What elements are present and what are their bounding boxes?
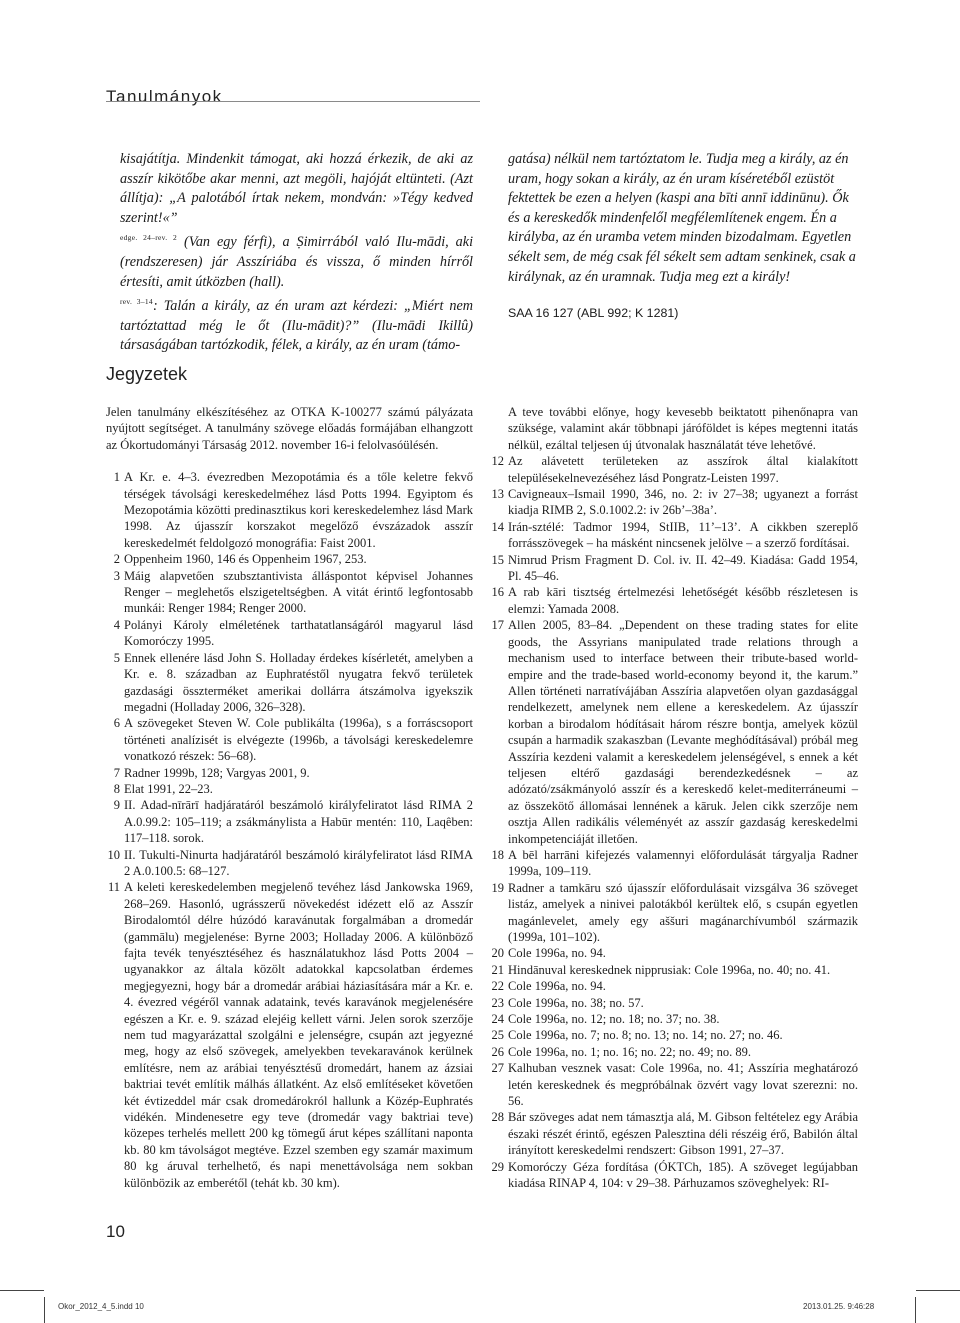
footnote — [490, 584, 858, 617]
notes-list-left — [106, 469, 473, 1191]
footnote — [490, 1011, 858, 1027]
footnote-text: A bēl harrāni kifejezés valamennyi előfordulását tárgyalja Radner 1999a, 109–119. — [508, 847, 858, 879]
footnote-text: Radner 1999b, 128; Vargyas 2001, 9. — [124, 765, 310, 780]
footnote-number: 22 — [491, 979, 504, 994]
footnote — [106, 469, 473, 551]
footnote-text: A Kr. e. 4–3. évezredben Mezopotámia és a tőle keletre fekvő térségek távolsági kereskedelméhez lásd Potts 1994. Egyiptom és Mezopotámia közötti predinasztikus kori kereskedelemhez lásd Mark 1998. Az újasszír korszakot megelőző évszázadok asszír kereskedelmét feldolgozó monográfia: Faist 2001. — [124, 470, 473, 550]
footnote-number: 17 — [491, 618, 504, 633]
footnote-number: 13 — [491, 487, 504, 502]
notes-intro: Jelen tanulmány elkészítéséhez az OTKA K-100277 számú pályázata nyújtott segítséget. A tanulmány szövege előadás formájában elhangzott az Ókortudományi Társaság 2012. november 16-i felolvasóülésén. — [106, 405, 473, 452]
footnote-number: 9 — [113, 798, 120, 813]
footnote-number: 6 — [113, 716, 120, 731]
line-marker-rev: rev. 3–14 — [120, 297, 153, 307]
footnote-number: 23 — [491, 995, 504, 1010]
footnote-text: Oppenheim 1960, 146 és Oppenheim 1967, 253. — [124, 552, 367, 567]
notes-list-right — [490, 453, 858, 1191]
footnote-number: 19 — [491, 880, 504, 895]
footnote — [106, 879, 473, 1191]
footnote-number: 1 — [113, 470, 120, 485]
footnote-number: 28 — [491, 1110, 504, 1125]
footnote-number: 29 — [491, 1159, 504, 1174]
footnote-text: Allen 2005, 83–84. „Dependent on these trading states for elite goods, the Assyrians manipulated trade relations through a mechanism used to interface between their tribute-based world-empire and the trade-based world-economy beyond it, the karum.” Allen történeti narratívájában Asszíria alapvetően olyan gazdasággal rendelkezett, amelynek nem ellene a kereskedelem. Az újasszír korban a birodalom hódításait három részre bontja, amelyek közül csupán a harmadik szakaszban (Levante meghódításával) próbál meg Asszíria kezdeni valamit a kereskedelem jelenségével, s ennek a két teljesen eltérő gazdasági berendezkedésnek – az adózató/zsákmányoló asszír és a kereskedő kelet-mediterráneumi – az összekötő állomásai lennének a kāruk. Jelen cikk szerzője nem osztja Allen radikális véleményét az asszír gazdaság kereskedelmi inkompetenciáját illetően. — [508, 618, 858, 846]
footnote — [490, 847, 858, 880]
footnote-number: 27 — [491, 1061, 504, 1076]
text-paragraph-3 — [120, 292, 473, 356]
line-marker-edge: edge. 24–rev. 2 — [120, 233, 178, 243]
running-header: Tanulmányok — [106, 87, 223, 106]
footnote-text: Cole 1996a, no. 1; no. 16; no. 22; no. 49; no. 89. — [508, 1044, 752, 1059]
footnote-number: 15 — [491, 552, 504, 567]
footnote-text: Cavigneaux–Ismail 1990, 346, no. 2: iv 27–38; ugyanezt a forrást kiadja RIMB 2, S.0.1002.2: iv 26b’–38a’. — [508, 487, 858, 518]
footnote — [106, 847, 473, 880]
footnote-text: Bár szöveges adat nem támasztja alá, M. Gibson feltételez egy Arábia északi részét érintő, egészen Palesztina déli részéig érő, Babilón által irányított kereskedelmi rendszert: Gibson 1991, 27–37. — [508, 1110, 858, 1158]
footnote — [490, 1044, 858, 1060]
header-rule — [106, 101, 480, 102]
footnote-text: Cole 1996a, no. 7; no. 8; no. 13; no. 14; no. 27; no. 46. — [508, 1028, 783, 1043]
footnote — [106, 765, 473, 781]
crop-mark — [915, 1297, 916, 1323]
section-title: Jegyzetek — [106, 364, 188, 384]
footnote — [490, 880, 858, 946]
footer-datetime: 2013.01.25. 9:46:28 — [803, 1302, 875, 1311]
text-paragraph-2-body: (Van egy férfi), a Ṣimirrából való Ilu-mādi, aki (rendszeresen) jár Asszíriába és vissza, ő minden hírről értesíti, amit útközben (hall). — [120, 234, 474, 290]
footnote — [490, 1027, 858, 1043]
footnote — [106, 617, 473, 650]
footnote-text: Cole 1996a, no. 38; no. 57. — [508, 995, 644, 1010]
notes-column-left — [106, 404, 473, 1191]
footnote — [490, 617, 858, 847]
footnote-text: A keleti kereskedelemben megjelenő tevéhez lásd Jankowska 1969, 268–269. Hasonló, ugrásszerű növekedést idézett elő az Asszír Birodalomtól délre húzódó karavánutak forgalmában a dromedár (gammālu) megjelenése: Byrne 2003; Holladay 2006. A különböző fajta tevék tenyésztéséhez és használatukhoz lásd Potts 2004 – ugyanakkor az általa közölt adatokkal kapcsolatban érdemes megjegyezni, hogy bár a dromedár arábiai háziasítására már a Kr. e. 4. évezred végéről vannak adataink, tevés karavánok megjelenésére egészen a Kr. e. 9. század elejéig kellett várni. Jelen sorok szerzője nem tud magyarázattal szolgálni e jelenségre, csupán azt jegyezné meg, hogy az első szövegek, amelyekben tevekaravánok kerülnek említésre, nem az arábiai tenyésztésű dromedárt, hanem az ázsiai baktriai tevét említik málhás állatként. Az első említéseket követően két évtizeddel már csak dromedárokról hallunk a Közép-Euphratés vidékén. Mindenesetre egy teve (dromedár vagy baktriai teve) közepes terhelés mellett 200 kg tömegű árut képes szállítani naponta kb. 80 km távolságot megtéve. Ezzel szemben egy szamár maximum 80 kg áruval terhelhető, és napi menettávolsága nem sokban különbözik az emberétől (tehát kb. 30 km). — [124, 880, 473, 1190]
footnote-text: II. Tukulti-Ninurta hadjáratáról beszámoló királyfeliratot lásd RIMA 2 A.0.100.5: 68–127. — [124, 847, 473, 878]
footnote-text: Kalhuban vesznek vasat: Cole 1996a, no. 41; Asszíria meghatározó letén kereskednek és megpróbálnak özvért vagy lovat szerezni: no. 56. — [508, 1061, 858, 1109]
crop-mark — [916, 1290, 960, 1291]
footnote-text: Elat 1991, 22–23. — [124, 781, 213, 796]
footnote-number: 8 — [113, 781, 120, 796]
footnote-text: Nimrud Prism Fragment D. Col. iv. II. 42–49. Kiadása: Gadd 1954, Pl. 45–46. — [508, 552, 858, 584]
footnote-text: Ennek ellenére lásd John S. Holladay érdekes kísérletét, amelyben a Kr. e. 8. században az Euphratéstől nyugatra fekvő területek gazdasági összterméket amerikai dollárra átszámolva igyekszik megadni (Holladay 2006, 326–328). — [124, 650, 473, 714]
footnote-text: A rab kāri tisztség értelmezési lehetőségét később részletesen is elemzi: Yamada 2008. — [508, 585, 858, 616]
text-column-right — [508, 150, 858, 324]
footnote — [106, 650, 473, 716]
footnote-number: 18 — [491, 847, 504, 862]
text-paragraph-1: kisajátítja. Mindenkit támogat, aki hozzá érkezik, de aki az asszír kikötőbe akar menni, azt megöli, hajóját eltünteti. (Azt állítja): „A palotából írtak nekem, mondván: »Tégy kedved szerint!«” — [120, 151, 473, 226]
footnote — [490, 978, 858, 994]
footnote-number: 24 — [491, 1012, 504, 1027]
footnote-number: 14 — [491, 519, 504, 534]
footnote-text: Komoróczy Géza fordítása (ÓKTCh, 185). A szöveget legújabban kiadása RINAP 4, 104: v 29–38. Párhuzamos szöveghelyek: RI- — [508, 1159, 858, 1191]
footnote-text: Az alávetett területeken az asszírok által kialakított településekelnevezéséhez lásd Pongratz-Leisten 1997. — [508, 454, 858, 485]
footnote-text: II. Adad-nīrārī hadjáratáról beszámoló királyfeliratot lásd RIMA 2 A.0.99.2: 105–119; a zsákmánylista a Habūr mentén: 110, Laqêben: 117–118. sorok. — [124, 798, 473, 846]
footnote-text: A szövegeket Steven W. Cole publikálta (1996a), s a forráscsoport történeti analízisét is elvégezte (1996b, a távolsági kereskedelemre vonatkozó részek: 56–68). — [124, 716, 473, 764]
footnote-number: 3 — [113, 568, 120, 583]
footnote-number: 11 — [107, 880, 120, 895]
notes-column-right — [490, 404, 858, 1192]
page-number: 10 — [106, 1222, 125, 1241]
footnote-number: 12 — [491, 454, 504, 469]
footnote-text: Cole 1996a, no. 12; no. 18; no. 37; no. 38. — [508, 1012, 720, 1027]
text-paragraph-4: gatása) nélkül nem tartóztatom le. Tudja meg a király, az én uram, hogy sokan a király, az én uram kíséretéből ezüstöt fektettek be ezen a helyen (kaspi ana bīti annī iddinūnu). Ők és a kereskedők mindenfelől megfélemlítenek engem. Én a királyba, az én uramba vetem minden bizodalmam. Egyetlen sékelt sem, de még csak fél sékelt sem adtam senkinek, csak a királynak, az én uramnak. Tudja meg ezt a király! — [508, 151, 856, 285]
footnote — [106, 715, 473, 764]
crop-mark — [44, 1297, 45, 1323]
footnote-text: Cole 1996a, no. 94. — [508, 979, 606, 994]
footnote-number: 4 — [113, 617, 120, 632]
footnote-number: 7 — [113, 765, 120, 780]
footnote — [490, 552, 858, 585]
footnote-text: Radner a tamkāru szó újasszír előfordulásait vizsgálva 36 szöveget listáz, amelyek a ninivei palotákból kerültek elő, s csupán egyetlen magánlevelet, amely egy aššuri magánarchívumból származik (1999a, 101–102). — [508, 880, 858, 944]
footnote — [490, 486, 858, 519]
footnote-text: Hindānuval kereskednek nipprusiak: Cole 1996a, no. 40; no. 41. — [508, 962, 831, 977]
footnote-number: 2 — [113, 552, 120, 567]
footnote-text: Polányi Károly elméletének tarthatatlanságáról magyarul lásd Komoróczy 1995. — [124, 617, 473, 649]
footnote-number: 25 — [491, 1028, 504, 1043]
crop-mark — [0, 1290, 44, 1291]
footnote-number: 10 — [107, 847, 120, 862]
footnote — [490, 519, 858, 552]
footnote-text: Máig alapvetően szubsztantivista álláspontot képvisel Johannes Renger – meglehetős elszigeteltségben. A vitát érintő legfontosabb munkái: Renger 1984; Renger 2000. — [124, 568, 473, 616]
source-reference: SAA 16 127 (ABL 992; K 1281) — [508, 306, 679, 321]
footer-file-info: Okor_2012_4_5.indd 10 — [58, 1302, 144, 1311]
footnote-number: 26 — [491, 1044, 504, 1059]
note-continuation: A teve további előnye, hogy kevesebb beiktatott pihenőnapra van szüksége, valamint akár többnapi járóföldet is képes megtenni itatás nélkül, ezáltal teljesen új útvonalak használatát téve lehetővé. — [508, 405, 858, 452]
text-column-left — [120, 150, 473, 356]
footnote-number: 21 — [491, 962, 504, 977]
text-paragraph-3-body: : Talán a király, az én uram azt kérdezi: „Miért nem tartóztattad még le őt (Ilu-mādit)?” (Ilu-mādi Ikillû) társaságában tartózkodik, félek, a király, az én uram (támo- — [120, 298, 474, 354]
footnote — [490, 1060, 858, 1109]
footnote — [490, 962, 858, 978]
footnote-number: 20 — [491, 946, 504, 961]
footnote — [490, 1109, 858, 1158]
footnote-text: Cole 1996a, no. 94. — [508, 946, 606, 961]
footnote — [490, 453, 858, 486]
footnote — [490, 995, 858, 1011]
footnote — [490, 945, 858, 961]
footnote — [106, 568, 473, 617]
text-paragraph-2 — [120, 228, 473, 292]
footnote-number: 16 — [491, 585, 504, 600]
footnote — [106, 781, 473, 797]
footnote-number: 5 — [113, 650, 120, 665]
footnote — [106, 797, 473, 846]
footnote-text: Irán-sztélé: Tadmor 1994, StIIB, 11’–13’. A cikkben szereplő forrásszövegek – ha másként nincsenek jelölve – a szerző fordításai. — [508, 519, 858, 551]
footnote — [106, 551, 473, 567]
footnote — [490, 1159, 858, 1192]
